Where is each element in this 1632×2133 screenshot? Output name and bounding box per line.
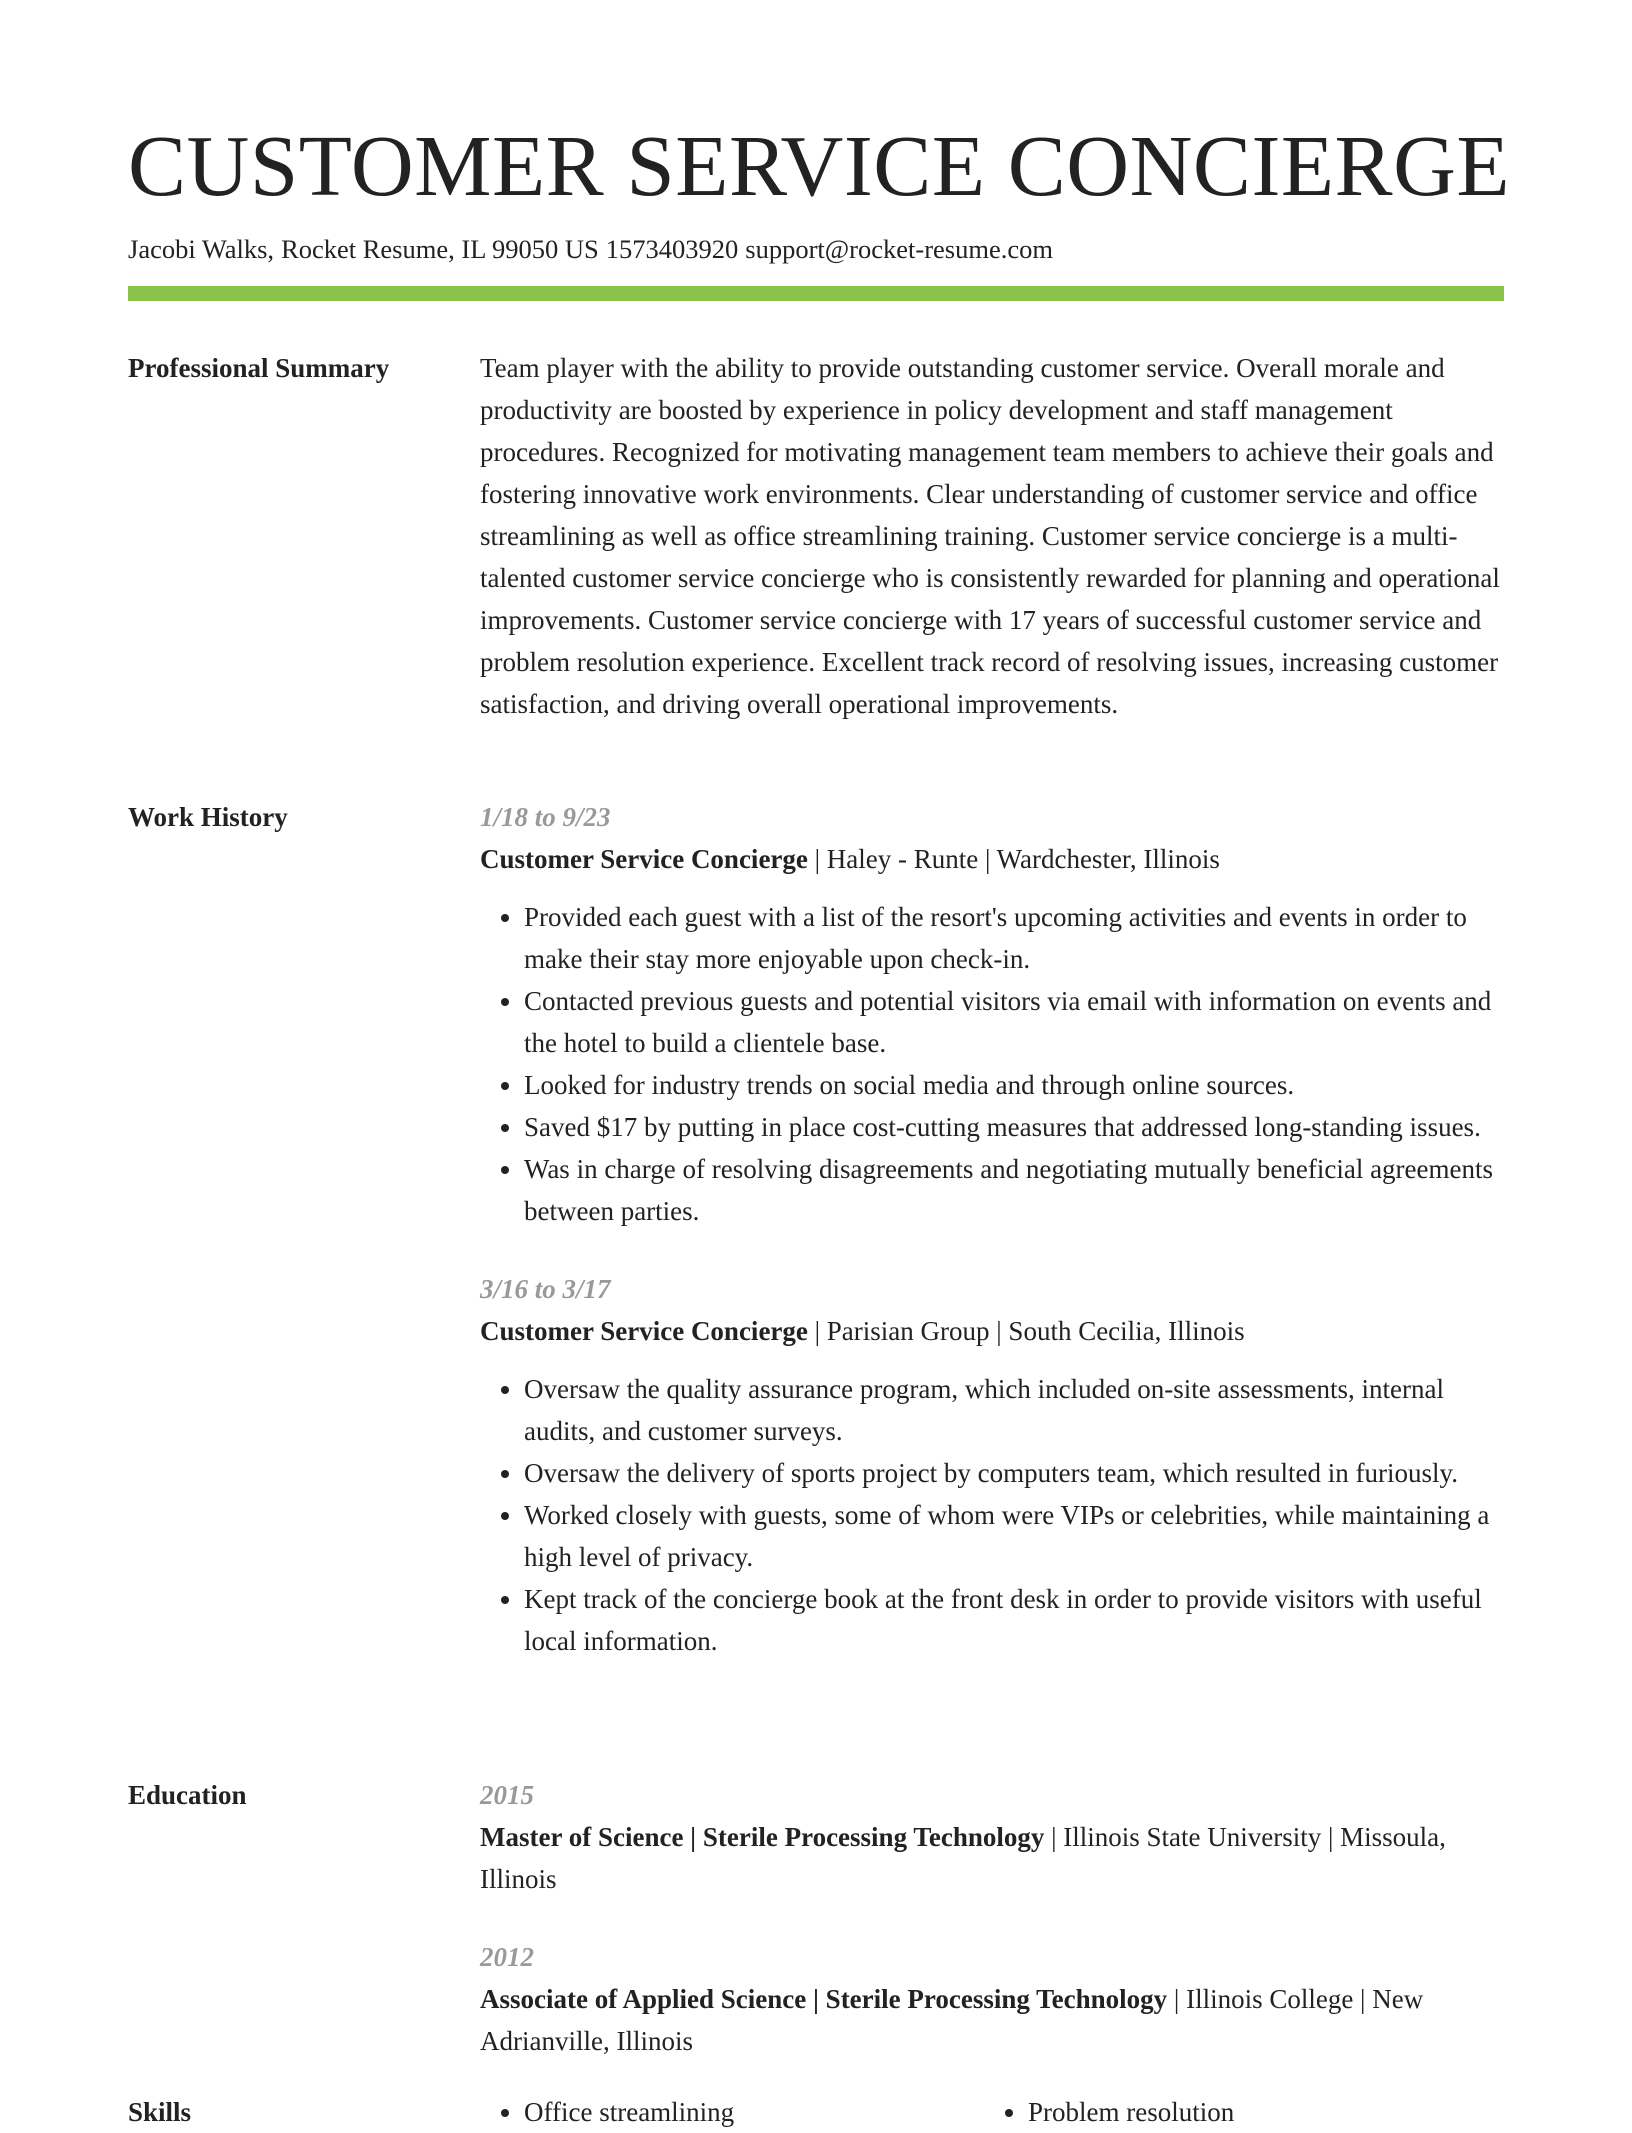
list-item: • Oversaw the delivery of sports project by computers team, which resulted in furiously. — [524, 1452, 1504, 1494]
header-divider — [128, 286, 1504, 301]
education-degree: Master of Science | Sterile Processing Technology — [480, 1822, 1045, 1852]
education-degree: Associate of Applied Science | Sterile Processing Technology — [480, 1984, 1168, 2014]
job-entry — [480, 1268, 1504, 1662]
skills-body — [480, 2091, 1504, 2133]
job-heading — [480, 1310, 1504, 1352]
contact-address: Rocket Resume, IL 99050 US — [281, 234, 599, 264]
skills-columns — [480, 2091, 1504, 2133]
education-details: | Illinois State University | Missoula, Illinois — [480, 1822, 1446, 1894]
skills-heading: Skills — [128, 2097, 192, 2127]
list-item: • Saved $17 by putting in place cost-cutting measures that addressed long-standing issues. — [524, 1106, 1504, 1148]
list-item: • Looked for industry trends on social media and through online sources. — [524, 1064, 1504, 1106]
job-details: | Parisian Group | South Cecilia, Illinois — [807, 1316, 1245, 1346]
list-item: • Was in charge of resolving disagreements and negotiating mutually beneficial agreements between parties. — [524, 1148, 1504, 1232]
job-dates: 1/18 to 9/23 — [480, 802, 611, 832]
list-item: • Provided each guest with a list of the resort's upcoming activities and events in order to make their stay more enjoyable upon check-in. — [524, 896, 1504, 980]
list-item: • Oversaw the quality assurance program, which included on-site assessments, internal audits, and customer surveys. — [524, 1368, 1504, 1452]
job-heading — [480, 838, 1504, 880]
list-item: • Contacted previous guests and potential visitors via email with information on events and the hotel to build a clientele base. — [524, 980, 1504, 1064]
summary-text: Team player with the ability to provide outstanding customer service. Overall morale and productivity are boosted by experience in policy development and staff management procedures. Recognized for motivating management team members to achieve their goals and fostering innovative work environments. Clear understanding of customer service and office streamlining as well as office streamlining training. Customer service concierge is a multi-talented customer service concierge who is consistently rewarded for planning and operational improvements. Customer service concierge with 17 years of successful customer service and problem resolution experience. Excellent track record of resolving issues, increasing customer satisfaction, and driving overall operational improvements. — [480, 353, 1500, 719]
education-heading-line — [480, 1816, 1504, 1900]
education-details: | Illinois College | New Adrianville, Illinois — [480, 1984, 1424, 2056]
summary-body — [480, 347, 1504, 725]
job-dates: 3/16 to 3/17 — [480, 1274, 611, 1304]
contact-phone: 1573403920 — [605, 234, 739, 264]
education-heading: Education — [128, 1780, 247, 1810]
job-entry — [480, 796, 1504, 1232]
resume-title: CUSTOMER SERVICE CONCIERGE — [128, 117, 1511, 214]
contact-line — [128, 232, 1053, 266]
list-item: • Problem resolution — [1028, 2091, 1488, 2133]
education-heading-line — [480, 1978, 1504, 2062]
education-entry — [480, 1774, 1504, 1900]
job-details: | Haley - Runte | Wardchester, Illinois — [807, 844, 1220, 874]
list-item: • Worked closely with guests, some of whom were VIPs or celebrities, while maintaining a high level of privacy. — [524, 1494, 1504, 1578]
contact-email: support@rocket-resume.com — [745, 234, 1053, 264]
job-bullets — [480, 896, 1504, 1232]
education-year: 2015 — [480, 1780, 534, 1810]
list-item: • Office streamlining — [524, 2091, 984, 2133]
job-bullets — [480, 1368, 1504, 1662]
job-role: Customer Service Concierge — [480, 1316, 808, 1346]
job-role: Customer Service Concierge — [480, 844, 808, 874]
skills-list-left — [480, 2091, 984, 2133]
summary-heading: Professional Summary — [128, 353, 390, 383]
skills-list-right — [984, 2091, 1488, 2133]
work-history-heading: Work History — [128, 802, 288, 832]
work-history-body — [480, 796, 1504, 1698]
education-year: 2012 — [480, 1942, 534, 1972]
contact-name: Jacobi Walks, — [128, 234, 275, 264]
education-entry — [480, 1936, 1504, 2062]
list-item: • Kept track of the concierge book at the front desk in order to provide visitors with useful local information. — [524, 1578, 1504, 1662]
education-body — [480, 1774, 1504, 2098]
